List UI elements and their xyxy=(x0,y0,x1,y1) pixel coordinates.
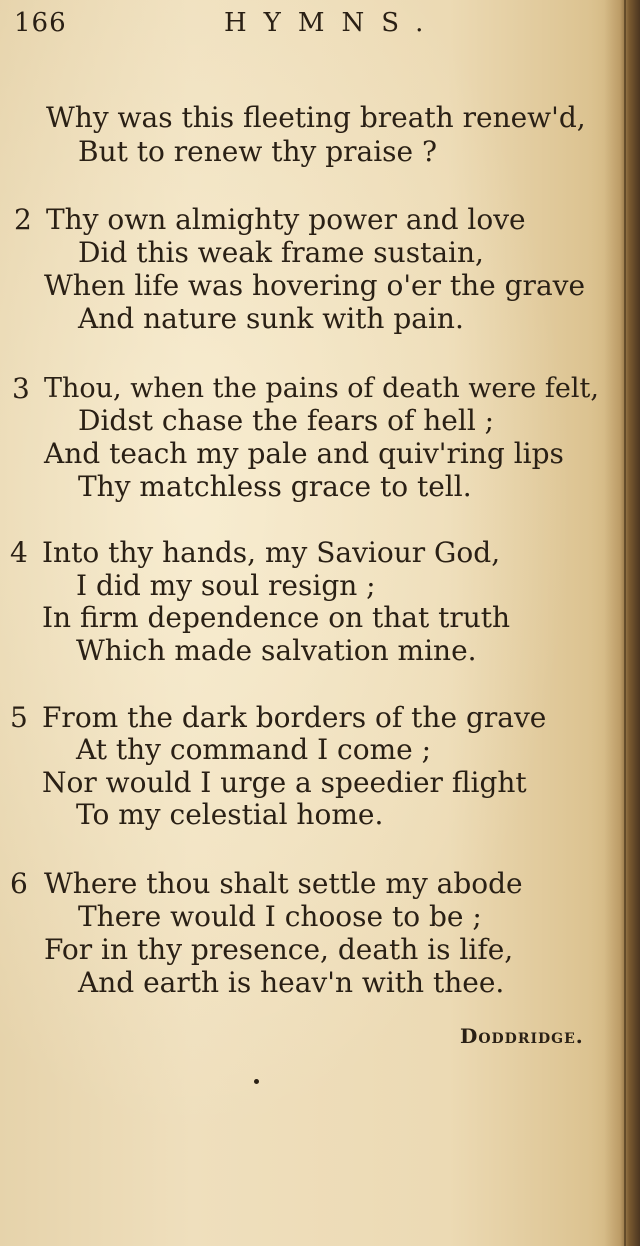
stanza-number-2: 2 xyxy=(14,203,32,236)
stanza-6-line-2: There would I choose to be ; xyxy=(78,900,482,933)
stanza-3-line-1: Thou, when the pains of death were felt, xyxy=(44,373,599,404)
stanza-5-line-3: Nor would I urge a speedier flight xyxy=(42,766,527,799)
stanza-6-line-1: Where thou shalt settle my abode xyxy=(44,867,523,900)
stanza-6-line-3: For in thy presence, death is life, xyxy=(44,933,514,966)
opening-line-2: But to renew thy praise ? xyxy=(78,135,438,168)
hymn-author: Doddridge. xyxy=(460,1024,584,1048)
stanza-5-line-1: From the dark borders of the grave xyxy=(42,701,547,734)
stanza-4-line-2: I did my soul resign ; xyxy=(76,569,376,602)
stanza-number-6: 6 xyxy=(10,867,28,900)
stanza-3-line-3: And teach my pale and quiv'ring lips xyxy=(44,437,564,470)
page-gutter-shadow xyxy=(604,0,640,1246)
stanza-3-line-2: Didst chase the fears of hell ; xyxy=(78,404,495,437)
stanza-5-line-4: To my celestial home. xyxy=(76,798,384,831)
stanza-2-line-4: And nature sunk with pain. xyxy=(78,302,464,335)
ink-speck xyxy=(254,1079,259,1084)
stanza-number-5: 5 xyxy=(10,701,28,734)
stanza-5-line-2: At thy command I come ; xyxy=(76,733,432,766)
stanza-2-line-2: Did this weak frame sustain, xyxy=(78,236,484,269)
stanza-2-line-1: Thy own almighty power and love xyxy=(46,203,526,236)
opening-line-1: Why was this fleeting breath renew'd, xyxy=(46,101,586,134)
stanza-4-line-4: Which made salvation mine. xyxy=(76,634,477,667)
stanza-4-line-1: Into thy hands, my Saviour God, xyxy=(42,536,501,569)
stanza-6-line-4: And earth is heav'n with thee. xyxy=(78,966,505,999)
page-number: 166 xyxy=(14,8,67,38)
running-head: HYMNS. xyxy=(224,8,441,38)
stanza-number-4: 4 xyxy=(10,536,28,569)
stanza-number-3: 3 xyxy=(12,372,30,405)
page-edge-line xyxy=(624,0,626,1246)
stanza-4-line-3: In firm dependence on that truth xyxy=(42,601,511,634)
stanza-2-line-3: When life was hovering o'er the grave xyxy=(44,269,586,302)
stanza-3-line-4: Thy matchless grace to tell. xyxy=(78,470,472,503)
